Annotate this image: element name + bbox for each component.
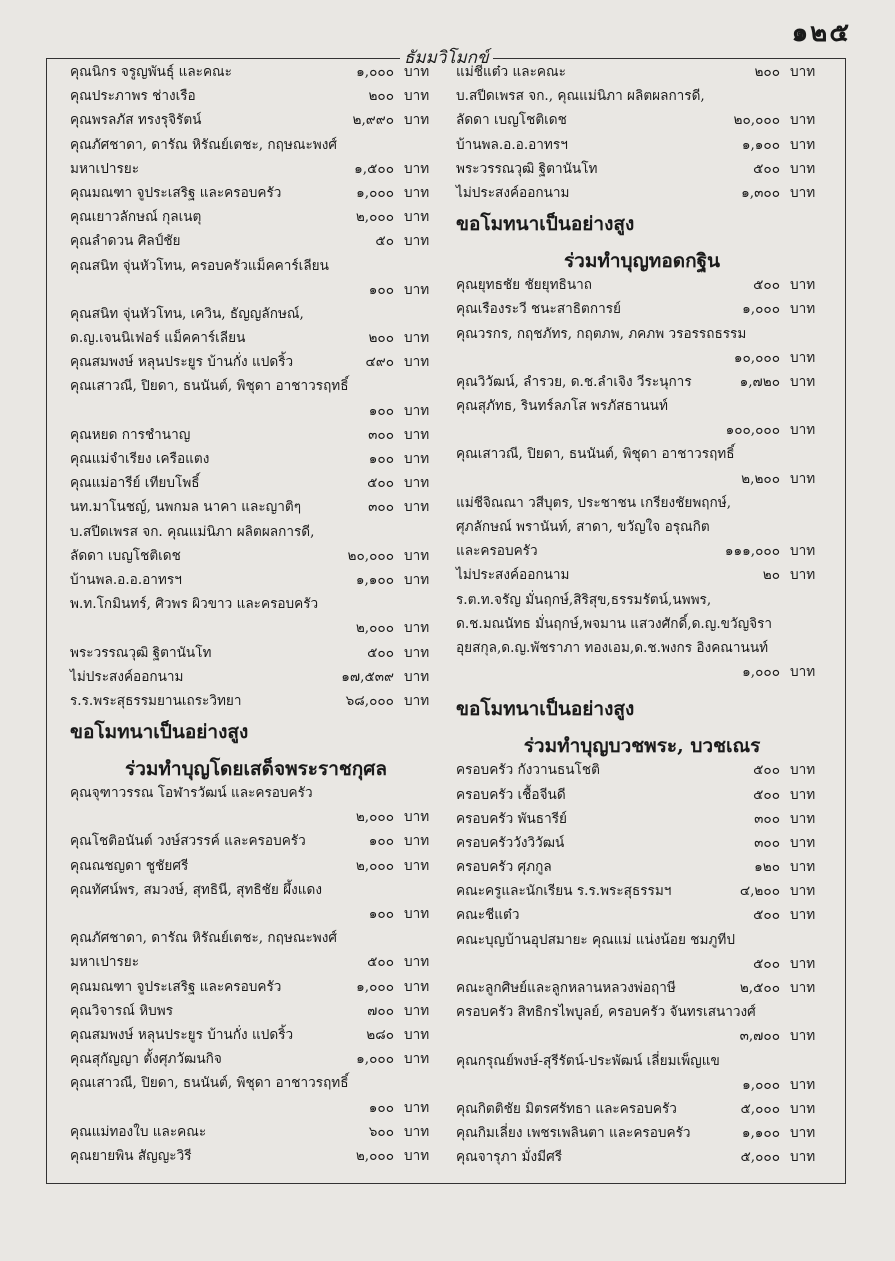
donation-row — [456, 616, 828, 640]
donor-name: ไม่ประสงค์ออกนาม — [70, 668, 184, 685]
donation-amount: ๑,๕๐๐ — [354, 160, 394, 177]
donation-row — [70, 1075, 442, 1099]
donor-name: คุณยุทธชัย ชัยยุทธินาถ — [456, 277, 593, 294]
donation-row — [70, 233, 442, 257]
donation-amount: ๒๐ — [762, 567, 780, 584]
section-title-kathin: ร่วมทำบุญทอดกฐิน — [563, 250, 721, 273]
donation-amount: ๒๘๐ — [366, 1026, 394, 1043]
donation-row — [70, 572, 442, 596]
donation-row — [70, 1003, 442, 1027]
donation-row — [456, 422, 828, 446]
currency-unit: บาท — [790, 834, 816, 851]
donation-row — [70, 306, 442, 330]
donor-name: คุณโชติอนันต์ วงษ์สวรรค์ และครอบครัว — [70, 833, 306, 850]
currency-unit: บาท — [790, 1100, 816, 1117]
currency-unit: บาท — [790, 859, 816, 876]
currency-unit: บาท — [404, 692, 430, 709]
donation-amount: ๑๗,๕๓๙ — [341, 668, 394, 685]
currency-unit: บาท — [790, 277, 816, 294]
donor-name: คุณวิวัฒน์, ลำรวย, ด.ช.ลำเจิง วีระนุการ — [456, 373, 692, 390]
donation-amount: ๑๐๐,๐๐๐ — [725, 422, 780, 439]
currency-unit: บาท — [790, 136, 816, 153]
donation-row — [456, 446, 828, 470]
donation-row — [70, 185, 442, 209]
donation-row — [456, 112, 828, 136]
currency-unit: บาท — [404, 1123, 430, 1140]
donation-amount: ๑,๑๐๐ — [741, 136, 780, 153]
donation-amount: ๑,๑๐๐ — [355, 571, 394, 588]
donation-row — [456, 350, 828, 374]
currency-unit: บาท — [404, 644, 430, 661]
currency-unit: บาท — [790, 184, 816, 201]
donor-name: ครอบครัว สิทธิกรไพบูลย์, ครอบครัว จันทรเสนาวงศ์ — [456, 1004, 756, 1021]
donation-amount: ๑,๐๐๐ — [742, 1076, 780, 1093]
donation-amount: ๑,๐๐๐ — [356, 1051, 394, 1068]
donation-amount: ๓๐๐ — [368, 426, 394, 443]
donor-name: คุณกิมเลี่ยง เพชรเพลินตา และครอบครัว — [456, 1125, 691, 1142]
donation-amount: ๑๐๐ — [368, 1099, 394, 1116]
donation-row — [70, 548, 442, 572]
left-column — [70, 64, 442, 1172]
donation-amount: ๒,๐๐๐ — [355, 809, 394, 826]
donation-amount: ๕,๐๐๐ — [740, 1100, 780, 1117]
donation-amount: ๒๐๐ — [368, 330, 394, 347]
donor-name: ครอบครัว ศุภกูล — [456, 859, 552, 876]
donor-name: ด.ญ.เจนนิเฟอร์ แม็คคาร์เลียน — [70, 330, 246, 347]
donation-amount: ๑,๓๐๐ — [741, 184, 780, 201]
donor-name: คุณนิกร จรูญพันธุ์ และคณะ — [70, 64, 232, 80]
donor-name: บ้านพล.อ.อ.อาทรฯ — [456, 136, 568, 153]
donor-list — [456, 762, 828, 1173]
donation-row — [456, 1053, 828, 1077]
donation-row — [456, 787, 828, 811]
donation-row — [456, 185, 828, 209]
donation-row — [456, 398, 828, 422]
donor-name: คุณแม่ทองใบ และคณะ — [70, 1123, 207, 1140]
donor-name: คุณแม่อารีย์ เทียบโพธิ์ — [70, 475, 200, 492]
donor-list — [456, 277, 828, 688]
donation-row — [456, 664, 828, 688]
donation-row — [70, 858, 442, 882]
page-number: ๑๒๕ — [791, 18, 851, 48]
donation-amount: ๑,๐๐๐ — [356, 978, 394, 995]
currency-unit: บาท — [404, 88, 430, 105]
donor-name: ไม่ประสงค์ออกนาม — [456, 184, 570, 201]
donation-amount: ๒,๐๐๐ — [355, 620, 394, 637]
donation-row — [456, 374, 828, 398]
donor-name: พระวรรณวุฒิ ฐิตานันโท — [70, 644, 212, 661]
donor-name: คุณเรืองระวี ชนะสาธิตการย์ — [456, 301, 622, 318]
donor-name: บ.สปีดเพรส จก. คุณแม่นิภา ผลิตผลการดี, — [70, 523, 315, 540]
donation-row — [456, 907, 828, 931]
currency-unit: บาท — [790, 980, 816, 996]
donor-name: คณะครูและนักเรียน ร.ร.พระสุธรรมฯ — [456, 883, 672, 900]
currency-unit: บาท — [790, 762, 816, 779]
donor-name: คุณเสาวณี, ปิยดา, ธนนันต์, พิชุดา อาชาวรฤทธิ์ — [456, 446, 735, 463]
currency-unit: บาท — [404, 954, 430, 971]
currency-unit: บาท — [790, 567, 816, 584]
donation-row — [70, 209, 442, 233]
donation-row — [70, 137, 442, 161]
donation-row — [70, 645, 442, 669]
donation-row — [456, 1004, 828, 1028]
donation-row — [456, 956, 828, 980]
currency-unit: บาท — [404, 184, 430, 201]
donation-amount: ๑,๑๐๐ — [741, 1125, 780, 1142]
donation-amount: ๖๘,๐๐๐ — [345, 692, 394, 709]
currency-unit: บาท — [404, 620, 430, 637]
donation-amount: ๒,๐๐๐ — [355, 209, 394, 226]
donation-row — [456, 64, 828, 88]
currency-unit: บาท — [404, 809, 430, 826]
donation-amount: ๒๐๐ — [754, 64, 780, 80]
donor-name: คณะบุญบ้านอุปสมายะ คุณแม่ แน่งน้อย ชมภูทีป — [456, 931, 735, 948]
donation-row — [456, 811, 828, 835]
donor-name: คุณทัศน์พร, สมวงษ์, สุทธินี, สุทธิชัย ผึ้งแดง — [70, 881, 323, 898]
donation-amount: ๕๐๐ — [753, 907, 780, 924]
donor-name: คุณวิจารณ์ หิบพร — [70, 1002, 174, 1019]
donation-amount: ๑,๐๐๐ — [356, 184, 394, 201]
donation-amount: ๒๐๐ — [368, 88, 394, 105]
currency-unit: บาท — [790, 112, 816, 129]
currency-unit: บาท — [790, 883, 816, 900]
donation-amount: ๒๐,๐๐๐ — [733, 112, 780, 129]
donor-name: คุณแม่จำเรียง เครือแตง — [70, 451, 210, 467]
donation-row — [70, 1148, 442, 1172]
donation-row — [456, 543, 828, 567]
currency-unit: บาท — [404, 64, 430, 80]
donation-row — [70, 330, 442, 354]
donation-amount: ๕๐๐ — [753, 277, 780, 294]
donation-row — [456, 762, 828, 786]
donor-list — [456, 64, 828, 209]
donation-row — [70, 882, 442, 906]
donor-name: ร.ต.ท.จรัญ มั่นฤกษ์,สิริสุข,ธรรมรัตน์,นพพร, — [456, 591, 712, 608]
donation-row — [70, 354, 442, 378]
currency-unit: บาท — [404, 1099, 430, 1116]
gratitude-heading: ขอโมทนาเป็นอย่างสูง — [456, 213, 635, 236]
section-title-ordination: ร่วมทำบุญบวชพระ, บวชเณร — [523, 735, 761, 758]
donation-row — [70, 499, 442, 523]
donor-name: คุณจารุภา มั่งมีศรี — [456, 1149, 563, 1166]
donation-row — [70, 161, 442, 185]
currency-unit: บาท — [790, 64, 816, 80]
donor-name: บ.สปีดเพรส จก., คุณแม่นิภา ผลิตผลการดี, — [456, 88, 705, 105]
currency-unit: บาท — [404, 1002, 430, 1019]
donation-row — [456, 859, 828, 883]
donation-amount: ๑๑๑,๐๐๐ — [724, 543, 780, 560]
donation-row — [456, 1149, 828, 1173]
donation-amount: ๕๐๐ — [367, 954, 394, 971]
donation-row — [456, 137, 828, 161]
donation-row — [456, 932, 828, 956]
donor-name: คณะลูกศิษย์และลูกหลานหลวงพ่อฤาษี — [456, 980, 676, 996]
currency-unit: บาท — [404, 668, 430, 685]
donation-amount: ๑๐,๐๐๐ — [733, 349, 780, 366]
donation-amount: ๕๐ — [375, 233, 394, 250]
donor-name: คุณมณฑา จูประเสริฐ และครอบครัว — [70, 184, 282, 201]
currency-unit: บาท — [790, 373, 816, 390]
donation-amount: ๕๐๐ — [753, 160, 780, 177]
donation-row — [456, 161, 828, 185]
donor-name: ศุภลักษณ์ พรานันท์, สาดา, ขวัญใจ อรุณกิต — [456, 519, 710, 535]
donor-name: แม่ชีจิณณา วสีบุตร, ประชาชน เกรียงชัยพฤกษ์, — [456, 494, 732, 511]
donor-name: คุณกรุณย์พงษ์-สุรีรัตน์-ประพัฒน์ เลี่ยมเพ็ญแข — [456, 1052, 720, 1069]
currency-unit: บาท — [404, 402, 430, 419]
donation-amount: ๕๐๐ — [367, 644, 394, 661]
donation-amount: ๑,๗๒๐ — [739, 373, 780, 390]
donation-amount: ๔๙๐ — [365, 354, 394, 371]
currency-unit: บาท — [404, 1147, 430, 1164]
donation-amount: ๑๐๐ — [368, 281, 394, 298]
donation-row — [70, 620, 442, 644]
donation-amount: ๒,๕๐๐ — [739, 980, 780, 996]
donor-name: คุณภัศชาดา, ดารัณ หิรัณย์เตชะ, กฤษณะพงศ์ — [70, 136, 337, 153]
donation-row — [70, 451, 442, 475]
donation-amount: ๕๐๐ — [753, 955, 780, 972]
donor-name: แม่ชีแต๋ว และคณะ — [456, 64, 566, 80]
donation-row — [70, 88, 442, 112]
donation-row — [456, 1028, 828, 1052]
donation-row — [70, 1124, 442, 1148]
currency-unit: บาท — [790, 301, 816, 318]
donation-row — [70, 282, 442, 306]
donor-name: อุยสกุล,ด.ญ.พัชราภา ทองเอม,ด.ช.พงกร อิงคณานนท์ — [456, 639, 769, 656]
currency-unit: บาท — [404, 475, 430, 492]
donation-amount: ๓๐๐ — [754, 834, 780, 851]
donation-row — [456, 980, 828, 1004]
donation-row — [70, 258, 442, 282]
currency-unit: บาท — [790, 1125, 816, 1142]
donation-amount: ๑,๐๐๐ — [356, 64, 394, 80]
donor-name: ครอบครัว พันธารีย์ — [456, 810, 567, 827]
donation-row — [456, 519, 828, 543]
currency-unit: บาท — [404, 233, 430, 250]
donation-amount: ๑,๐๐๐ — [742, 664, 780, 681]
currency-unit: บาท — [790, 786, 816, 803]
donor-name: คุณมณฑา จูประเสริฐ และครอบครัว — [70, 978, 282, 995]
donation-amount: ๑๐๐ — [368, 402, 394, 419]
donor-name: ครอบครัว เชื้อจีนดี — [456, 786, 566, 803]
donation-amount: ๕๐๐ — [753, 786, 780, 803]
donation-amount: ๑๐๐ — [368, 833, 394, 850]
journal-title: ธัมมวิโมกข์ — [400, 44, 493, 71]
currency-unit: บาท — [404, 451, 430, 467]
donation-amount: ๗๐๐ — [367, 1002, 394, 1019]
donor-name: คุณยายพิน สัญญะวิรี — [70, 1147, 192, 1164]
currency-unit: บาท — [790, 955, 816, 972]
donation-row — [456, 277, 828, 301]
currency-unit: บาท — [404, 330, 430, 347]
donation-amount: ๑,๐๐๐ — [742, 301, 780, 318]
donor-name: ร.ร.พระสุธรรมยานเถระวิทยา — [70, 692, 242, 709]
currency-unit: บาท — [404, 281, 430, 298]
currency-unit: บาท — [404, 857, 430, 874]
donor-name: คุณสมพงษ์ หลุนประยูร บ้านกั่ง แปดริ้ว — [70, 354, 294, 371]
currency-unit: บาท — [790, 349, 816, 366]
donation-row — [70, 833, 442, 857]
donation-row — [70, 475, 442, 499]
donation-row — [70, 979, 442, 1003]
currency-unit: บาท — [790, 422, 816, 439]
donor-name: มหาเปารยะ — [70, 160, 140, 177]
donation-amount: ๒,๒๐๐ — [741, 470, 780, 487]
donor-name: คุณพรลภัส ทรงรุจิรัตน์ — [70, 112, 202, 129]
currency-unit: บาท — [790, 907, 816, 924]
donation-row — [70, 954, 442, 978]
donation-row — [70, 785, 442, 809]
gratitude-heading: ขอโมทนาเป็นอย่างสูง — [456, 698, 635, 721]
donation-amount: ๒๐,๐๐๐ — [347, 547, 394, 564]
section-title-royal-merit: ร่วมทำบุญโดยเสด็จพระราชกุศล — [125, 758, 387, 781]
donor-name: คุณจุฑาวรรณ โอฬารวัฒน์ และครอบครัว — [70, 785, 313, 802]
donation-amount: ๑๒๐ — [754, 859, 780, 876]
donor-name: คุณสนิท จุ่นหัวโทน, เควิน, ธัญญลักษณ์, — [70, 305, 304, 322]
donor-name: คุณวรกร, กฤชภัทร, กฤตภพ, ภคภพ วรอรรถธรรม — [456, 325, 747, 342]
donor-name: คุณสนิท จุ่นหัวโทน, ครอบครัวแม็คคาร์เลียน — [70, 257, 329, 274]
donor-name: คุณณชญดา ชูชัยศรี — [70, 857, 189, 874]
donor-name: ลัดดา เบญโชติเดช — [70, 547, 181, 564]
donation-row — [70, 906, 442, 930]
donation-row — [70, 427, 442, 451]
donation-amount: ๓๐๐ — [754, 810, 780, 827]
donation-row — [456, 592, 828, 616]
donation-row — [70, 693, 442, 717]
donor-name: คุณภัศชาดา, ดารัณ หิรัณย์เตชะ, กฤษณะพงศ์ — [70, 930, 337, 947]
currency-unit: บาท — [404, 571, 430, 588]
donation-amount: ๕๐๐ — [367, 475, 394, 492]
currency-unit: บาท — [404, 499, 430, 516]
currency-unit: บาท — [790, 810, 816, 827]
donation-amount: ๒,๐๐๐ — [355, 857, 394, 874]
donor-name: ไม่ประสงค์ออกนาม — [456, 567, 570, 584]
donor-name: ด.ช.มณนัทธ มั่นฤกษ์,พจมาน แสวงศักดิ์,ด.ญ.ขวัญจิรา — [456, 615, 773, 632]
donation-row — [70, 524, 442, 548]
donation-amount: ๕๐๐ — [753, 762, 780, 779]
donor-name: คุณสุกัญญา ตั้งศุภวัฒนกิจ — [70, 1051, 222, 1068]
currency-unit: บาท — [404, 160, 430, 177]
donation-row — [70, 64, 442, 88]
donation-row — [70, 1100, 442, 1124]
donor-name: คุณเสาวณี, ปิยดา, ธนนันต์, พิชุดา อาชาวรฤทธิ์ — [70, 378, 349, 395]
currency-unit: บาท — [404, 354, 430, 371]
currency-unit: บาท — [790, 1149, 816, 1166]
donation-row — [70, 1027, 442, 1051]
donation-row — [70, 403, 442, 427]
donation-amount: ๑๐๐ — [368, 451, 394, 467]
donation-amount: ๖๐๐ — [368, 1123, 394, 1140]
currency-unit: บาท — [404, 833, 430, 850]
donor-name: คุณหยด การชำนาญ — [70, 426, 191, 443]
donor-name: บ้านพล.อ.อ.อาทรฯ — [70, 571, 182, 588]
currency-unit: บาท — [790, 543, 816, 560]
donor-list — [70, 64, 442, 717]
donor-name: คณะชีแต๋ว — [456, 907, 520, 924]
gratitude-heading: ขอโมทนาเป็นอย่างสูง — [70, 721, 249, 744]
currency-unit: บาท — [404, 1026, 430, 1043]
donation-amount: ๒,๐๐๐ — [355, 1147, 394, 1164]
donor-name: ครอบครัววังวิวัฒน์ — [456, 834, 565, 851]
right-column — [456, 64, 828, 1174]
donor-name: ลัดดา เบญโชติเดช — [456, 112, 567, 129]
donation-row — [456, 1077, 828, 1101]
donation-row — [456, 301, 828, 325]
currency-unit: บาท — [790, 664, 816, 681]
donation-row — [70, 930, 442, 954]
currency-unit: บาท — [404, 209, 430, 226]
donor-name: นท.มาโนชญ์, นพกมล นาคา และญาติๆ — [70, 499, 302, 516]
donor-name: และครอบครัว — [456, 543, 538, 560]
donation-row — [456, 835, 828, 859]
currency-unit: บาท — [790, 1028, 816, 1045]
currency-unit: บาท — [404, 906, 430, 922]
currency-unit: บาท — [404, 426, 430, 443]
donation-row — [456, 567, 828, 591]
donation-row — [456, 326, 828, 350]
donor-list — [70, 785, 442, 1172]
donation-row — [456, 1125, 828, 1149]
donation-row — [456, 640, 828, 664]
donation-amount: ๕,๐๐๐ — [740, 1149, 780, 1166]
donor-name: คุณเยาวลักษณ์ กุลเนตุ — [70, 209, 202, 226]
donation-amount: ๔,๒๐๐ — [739, 883, 780, 900]
currency-unit: บาท — [790, 470, 816, 487]
donation-row — [70, 809, 442, 833]
donor-name: คุณสุภัทธ, รินทร์ลภโส พรภัสธานนท์ — [456, 398, 668, 415]
donation-amount: ๓,๗๐๐ — [739, 1028, 780, 1045]
currency-unit: บาท — [404, 978, 430, 995]
donation-amount: ๒,๙๙๐ — [352, 112, 394, 129]
donation-row — [456, 471, 828, 495]
currency-unit: บาท — [404, 1051, 430, 1068]
donation-row — [70, 112, 442, 136]
donation-row — [70, 1051, 442, 1075]
donor-name: พ.ท.โกมินทร์, ศิวพร ผิวขาว และครอบครัว — [70, 596, 319, 613]
donation-row — [70, 596, 442, 620]
currency-unit: บาท — [404, 112, 430, 129]
donation-row — [70, 669, 442, 693]
donation-row — [70, 378, 442, 402]
donation-row — [456, 88, 828, 112]
donor-name: คุณสมพงษ์ หลุนประยูร บ้านกั่ง แปดริ้ว — [70, 1026, 294, 1043]
donor-name: ครอบครัว กังวานธนโชติ — [456, 762, 600, 779]
donor-name: คุณประภาพร ช่างเรือ — [70, 88, 196, 105]
currency-unit: บาท — [790, 160, 816, 177]
donation-row — [456, 495, 828, 519]
currency-unit: บาท — [404, 547, 430, 564]
donor-name: คุณเสาวณี, ปิยดา, ธนนันต์, พิชุดา อาชาวรฤทธิ์ — [70, 1075, 349, 1092]
donor-name: คุณลำดวน ศิลป์ชัย — [70, 233, 181, 250]
donation-amount: ๑๐๐ — [368, 906, 394, 922]
donation-row — [456, 1101, 828, 1125]
donation-row — [456, 883, 828, 907]
donation-amount: ๓๐๐ — [368, 499, 394, 516]
donor-name: พระวรรณวุฒิ ฐิตานันโท — [456, 160, 598, 177]
currency-unit: บาท — [790, 1076, 816, 1093]
donor-name: คุณกิตติชัย มิตรศรัทธา และครอบครัว — [456, 1100, 677, 1117]
donor-name: มหาเปารยะ — [70, 954, 140, 971]
